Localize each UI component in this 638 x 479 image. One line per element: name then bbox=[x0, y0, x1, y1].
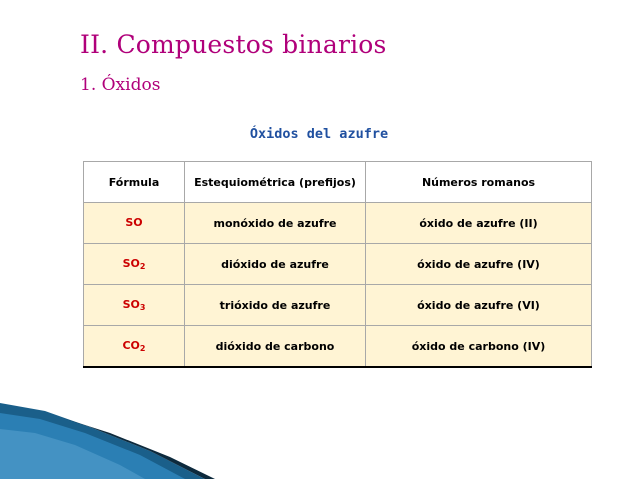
roman-name-cell: óxido de azufre (II) bbox=[366, 203, 592, 244]
prefix-name-cell: trióxido de azufre bbox=[185, 285, 366, 326]
prefix-name-cell: dióxido de carbono bbox=[185, 326, 366, 368]
slide-subtitle: 1. Óxidos bbox=[80, 75, 161, 95]
table-row bbox=[84, 203, 592, 244]
table-row bbox=[84, 285, 592, 326]
table-row bbox=[84, 244, 592, 285]
roman-name-cell: óxido de azufre (IV) bbox=[366, 244, 592, 285]
slide-title: II. Compuestos binarios bbox=[80, 30, 387, 59]
header-roman: Números romanos bbox=[366, 162, 592, 203]
formula-cell: $SO_3$ bbox=[84, 285, 185, 326]
formula-cell: $SO_2$ bbox=[84, 244, 185, 285]
prefix-name-cell: dióxido de azufre bbox=[185, 244, 366, 285]
oxides-table bbox=[83, 161, 592, 368]
roman-name-cell: óxido de carbono (IV) bbox=[366, 326, 592, 368]
table-row bbox=[84, 326, 592, 368]
header-prefix: Estequiométrica (prefijos) bbox=[185, 162, 366, 203]
header-formula: Fórmula bbox=[84, 162, 185, 203]
prefix-name-cell: monóxido de azufre bbox=[185, 203, 366, 244]
table-header-row bbox=[84, 162, 592, 203]
formula-cell: SO bbox=[84, 203, 185, 244]
formula-cell: $CO_2$ bbox=[84, 326, 185, 368]
roman-name-cell: óxido de azufre (VI) bbox=[366, 285, 592, 326]
corner-wave-decoration bbox=[0, 399, 638, 479]
table-caption: Óxidos del azufre bbox=[249, 126, 389, 142]
